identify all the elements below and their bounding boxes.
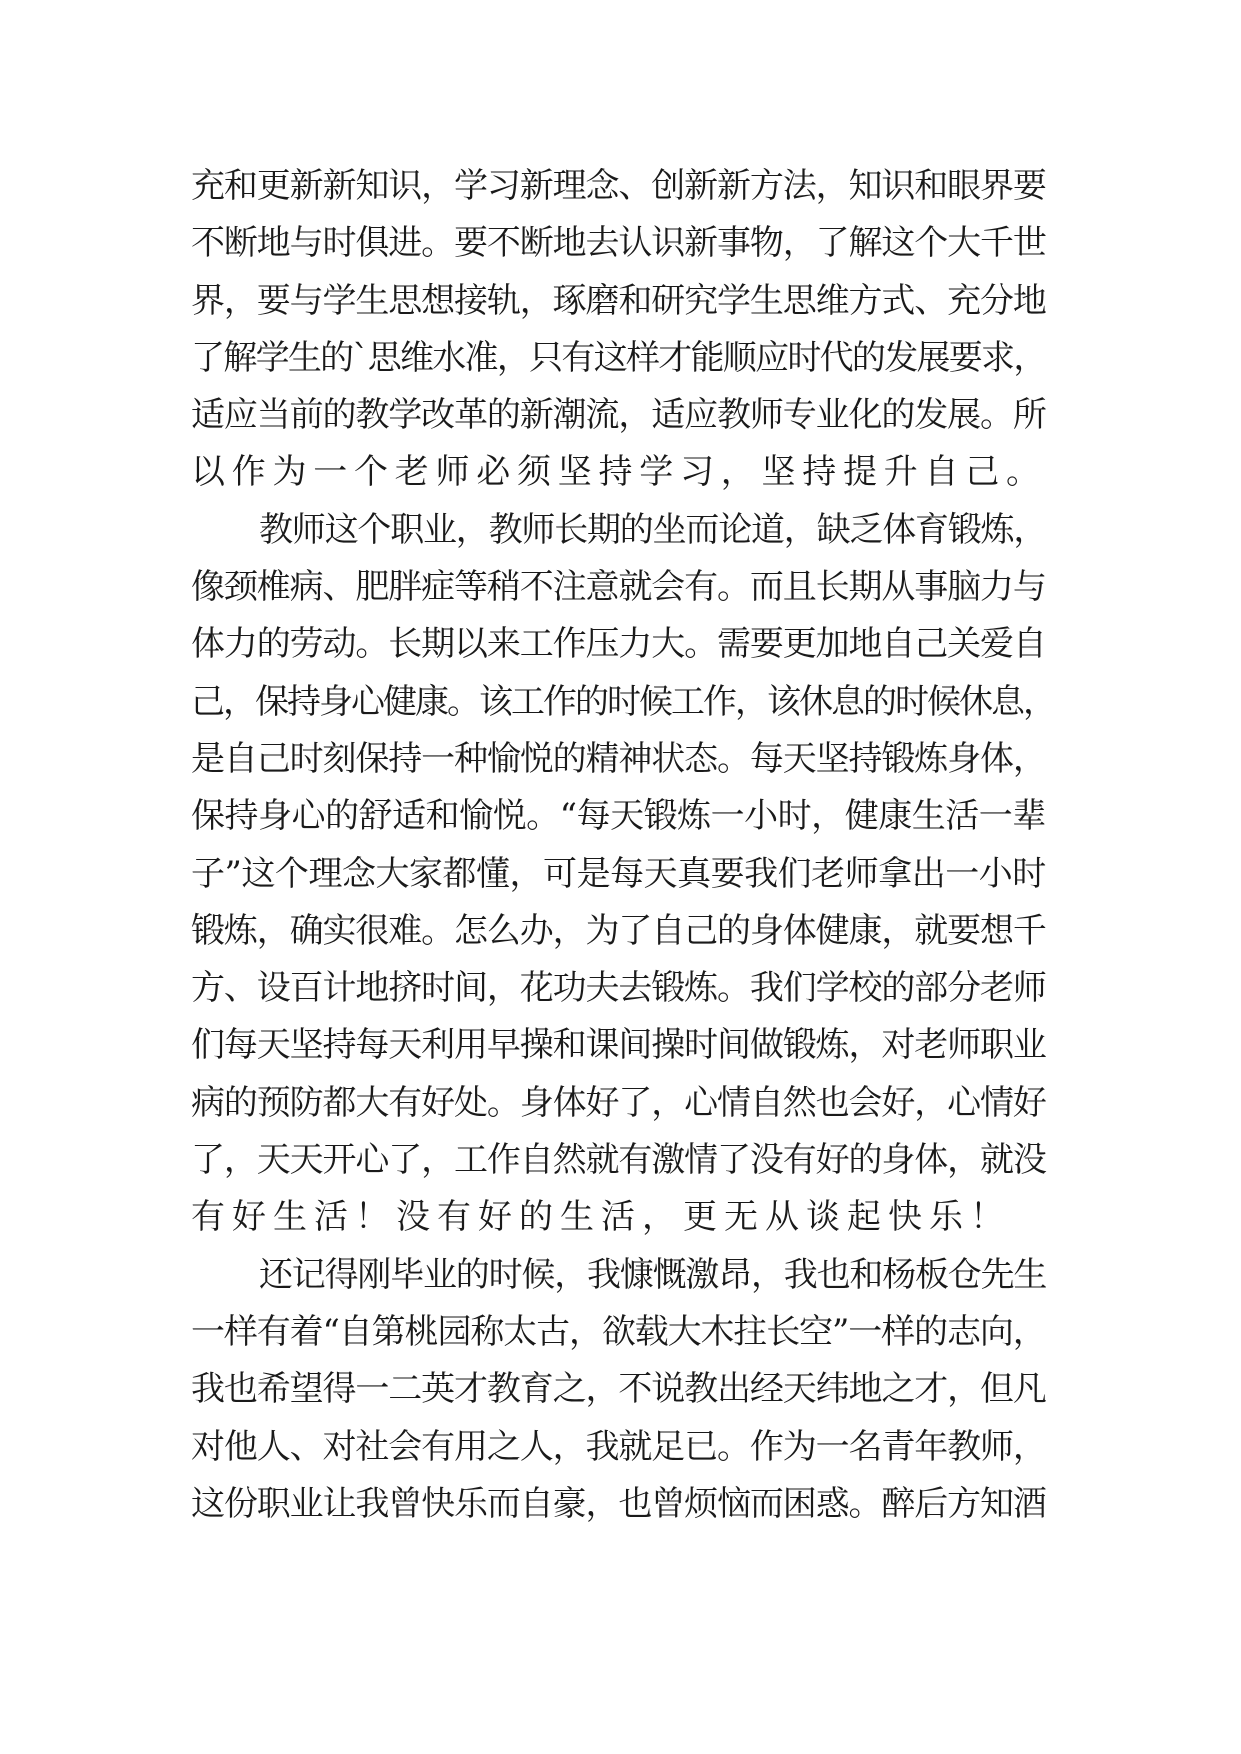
text-line: 是自己时刻保持一种愉悦的精神状态。每天坚持锻炼身体，: [191, 738, 1046, 779]
text-line: 方、设百计地挤时间，花功夫去锻炼。我们学校的部分老师: [191, 968, 1046, 1009]
text-line: 保持身心的舒适和愉悦。“每天锻炼一小时，健康生活一辈: [191, 796, 1046, 837]
text-line: 还记得刚毕业的时候，我慷慨激昂，我也和杨板仓先生: [259, 1254, 1047, 1295]
text-line: 己，保持身心健康。该工作的时候工作，该休息的时候休息，: [191, 681, 1055, 722]
body-text: [191, 158, 1055, 1533]
text-line: 了解学生的`思维水准，只有这样才能顺应时代的发展要求，: [191, 337, 1046, 378]
text-line: 不断地与时俱进。要不断地去认识新事物，了解这个大千世: [191, 223, 1046, 264]
text-line: 教师这个职业，教师长期的坐而论道，缺乏体育锻炼，: [259, 509, 1047, 550]
paragraph-1: [191, 158, 1051, 502]
text-line: 了，天天开心了，工作自然就有激情了没有好的身体，就没: [191, 1140, 1046, 1181]
text-line: 们每天坚持每天利用早操和课间操时间做锻炼，对老师职业: [191, 1025, 1046, 1066]
text-line: 病的预防都大有好处。身体好了，心情自然也会好，心情好: [191, 1082, 1046, 1123]
text-line: 像颈椎病、肥胖症等稍不注意就会有。而且长期从事脑力与: [191, 567, 1046, 608]
text-line: 界，要与学生思想接轨，琢磨和研究学生思维方式、充分地: [191, 280, 1046, 321]
text-line: 锻炼，确实很难。怎么办，为了自己的身体健康，就要想千: [191, 910, 1046, 951]
text-line: 对他人、对社会有用之人，我就足已。作为一名青年教师，: [191, 1426, 1046, 1467]
text-line: 有好生活！没有好的生活，更无从谈起快乐！: [191, 1197, 1011, 1238]
text-line: 充和更新新知识，学习新理念、创新新方法，知识和眼界要: [191, 166, 1046, 206]
text-line: 我也希望得一二英才教育之，不说教出经天纬地之才，但凡: [191, 1369, 1046, 1410]
text-line: 子”这个理念大家都懂，可是每天真要我们老师拿出一小时: [191, 853, 1046, 894]
paragraph-2: [191, 502, 1055, 1247]
text-line: 体力的劳动。长期以来工作压力大。需要更加地自己关爱自: [191, 624, 1046, 665]
text-line: 一样有着“自第桃园称太古，欲载大木拄长空”一样的志向，: [191, 1311, 1046, 1352]
text-line: 适应当前的教学改革的新潮流，适应教师专业化的发展。所: [191, 395, 1046, 436]
text-line: 以作为一个老师必须坚持学习，坚持提升自己。: [191, 452, 1047, 493]
paragraph-3: [191, 1247, 1051, 1533]
text-line: 这份职业让我曾快乐而自豪，也曾烦恼而困惑。醉后方知酒: [191, 1483, 1046, 1524]
